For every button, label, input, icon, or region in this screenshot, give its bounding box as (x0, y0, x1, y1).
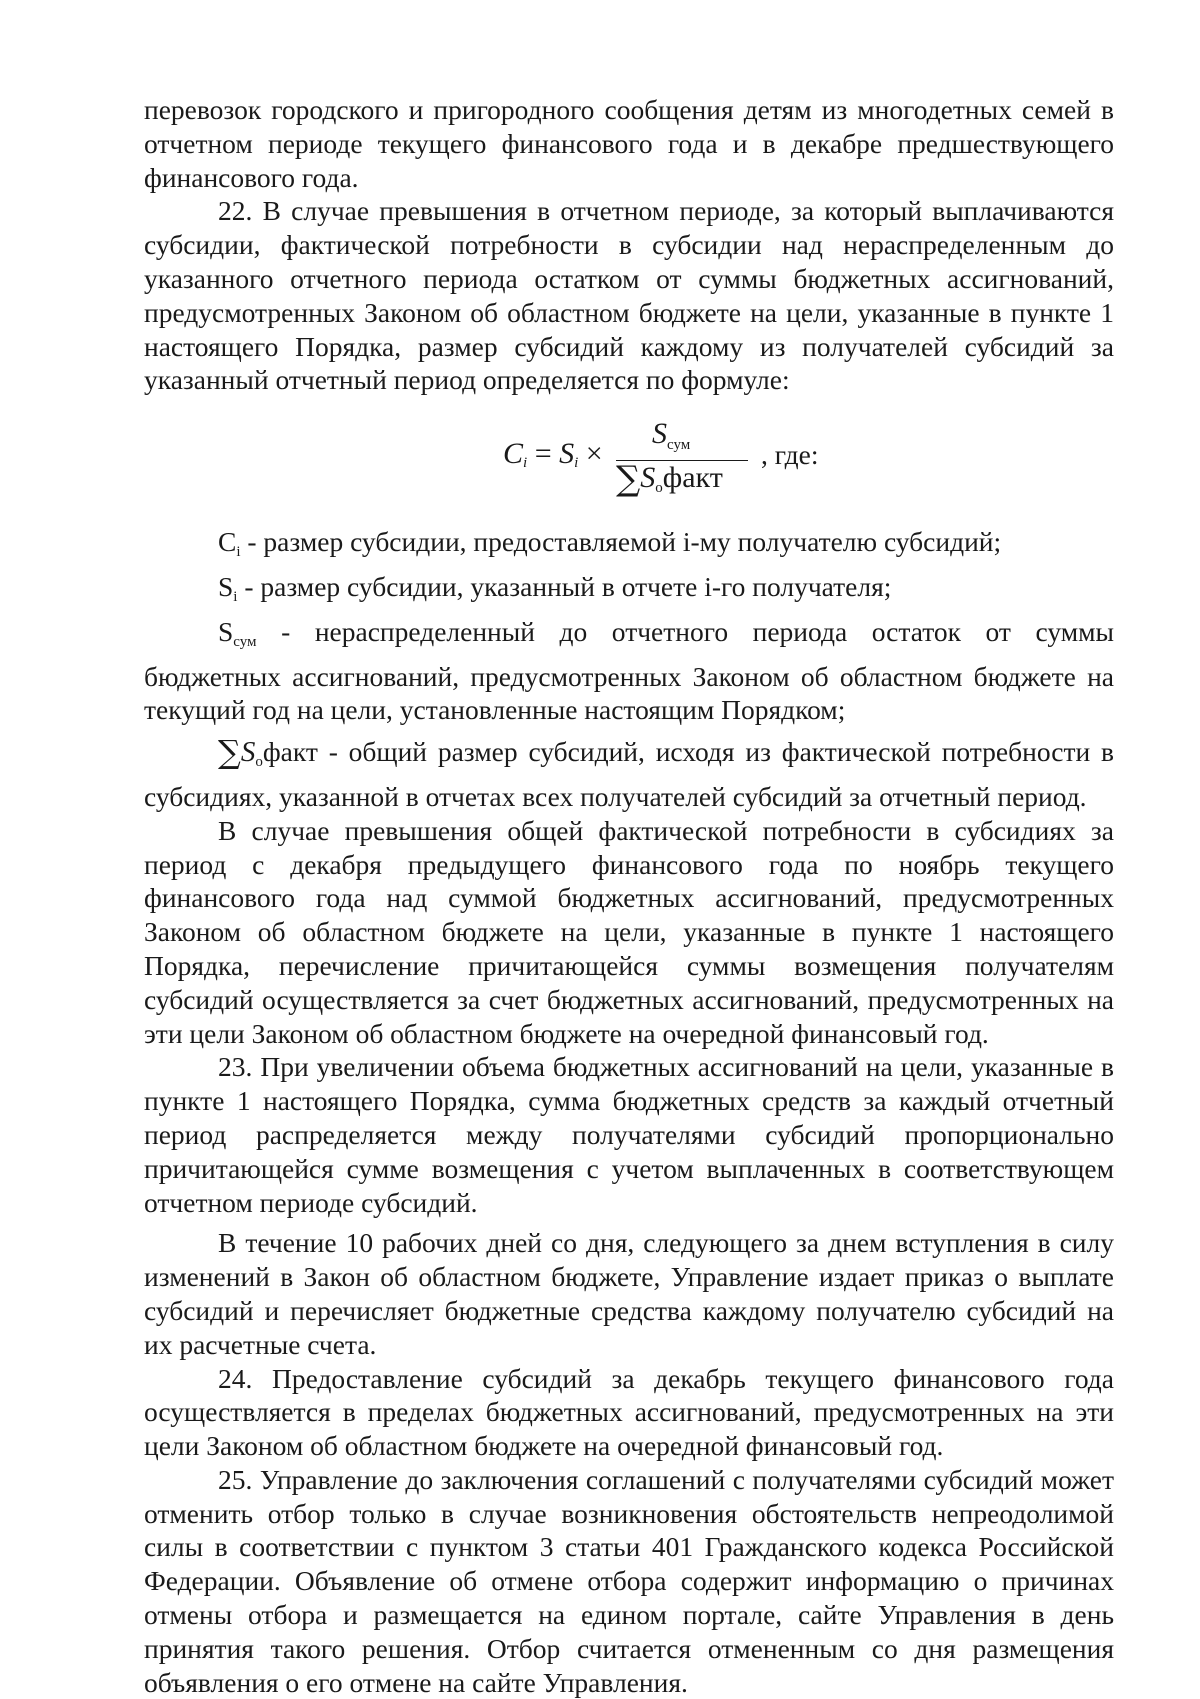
formula-den-s: S (640, 461, 656, 495)
paragraph-10-days: В течение 10 рабочих дней со дня, следующего за днем вступления в силу изменений в Закон об областном бюджете, Управление издает приказ о выплате субсидий и перечисляет бюджетные средства каждому получателю субсидий на их расчетные счета. (144, 1227, 1114, 1360)
formula-si: S (559, 437, 575, 471)
si-sub: i (233, 588, 238, 605)
formula-ci-sub: i (523, 455, 528, 472)
ci-letter: C (218, 526, 237, 558)
formula-num-s: S (652, 417, 667, 451)
formula-tail: , где: (761, 439, 819, 471)
si-letter: S (218, 570, 234, 602)
document-page (144, 93, 1114, 1699)
formula-times: × (578, 437, 603, 471)
formula-num-sub: сум (667, 437, 691, 454)
formula-den-word: факт (662, 461, 723, 495)
formula-den-sub: o (655, 480, 663, 497)
definition-ssum (144, 615, 1114, 727)
definition-si (144, 570, 1114, 615)
sigma-symbol: ∑ (616, 459, 641, 500)
definition-ssum-symbol (218, 615, 257, 650)
definition-si-symbol (218, 570, 238, 605)
paragraph-24: 24. Предоставление субсидий за декабрь текущего финансового года осуществляется в пределах бюджетных ассигнований, предусмотренных на эти цели Законом об областном бюджете на очередной финансовый год. (144, 1362, 1114, 1462)
sum-sub: o (255, 754, 263, 771)
definition-ci (144, 525, 1114, 570)
sum-word: факт (262, 736, 318, 768)
ci-sub: i (236, 544, 241, 561)
subsidy-formula (144, 405, 1114, 517)
formula-denominator (616, 460, 723, 506)
paragraph-22: 22. В случае превышения в отчетном периоде, за который выплачиваются субсидии, фактической потребности в субсидии над нераспределенным до указанного отчетного периода остатком от суммы бюджетных ассигнований, предусмотренных Законом об областном бюджете на цели, указанные в пункте 1 настоящего Порядка, размер субсидий каждому из получателей субсидий за указанный отчетный период определяется по формуле: (144, 195, 1114, 396)
formula-lhs (503, 437, 603, 481)
definition-sum (144, 734, 1114, 814)
paragraph-excess: В случае превышения общей фактической потребности в субсидиях за период с декабря предыдущего финансового года по ноябрь текущего финансового года над суммой бюджетных ассигнований, предусмотренных Законом об областном бюджете на цели, указанные в пункте 1 настоящего Порядка, перечисление причитающейся суммы возмещения получателям субсидий осуществляется за счет бюджетных ассигнований, предусмотренных на эти цели Законом об областном бюджете на очередной финансовый год. (144, 814, 1114, 1049)
ssum-sub: сум (233, 633, 257, 650)
formula-eq: = (527, 437, 560, 471)
formula-ci: C (503, 437, 524, 471)
formula-numerator (652, 417, 690, 463)
definition-ci-symbol (218, 526, 241, 561)
sum-sigma-icon: ∑ (218, 733, 241, 772)
definition-si-text: - размер субсидии, указанный в отчете i-го получателя; (237, 570, 892, 602)
definition-sum-symbol (218, 733, 318, 772)
formula-si-sub: i (574, 455, 579, 472)
ssum-letter: S (218, 615, 234, 647)
paragraph-23: 23. При увеличении объема бюджетных ассигнований на цели, указанные в пункте 1 настоящего Порядка, сумма бюджетных средств за каждый отчетный период распределяется между получателями субсидий пропорционально причитающейся сумме возмещения с учетом выплаченных в соответствующем отчетном периоде субсидий. (144, 1051, 1114, 1218)
paragraph-continuation: перевозок городского и пригородного сообщения детям из многодетных семей в отчетном периоде текущего финансового года и в декабре предшествующего финансового года. (144, 94, 1114, 193)
paragraph-25: 25. Управление до заключения соглашений с получателями субсидий может отменить отбор только в случае возникновения обстоятельств непреодолимой силы в соответствии с пунктом 3 статьи 401 Гражданского кодекса Российской Федерации. Объявление об отмене отбора содержит информацию о причинах отмены отбора и размещается на едином портале, сайте Управления в день принятия такого решения. Отбор считается отмененным со дня размещения объявления о его отмене на сайте Управления. (144, 1463, 1114, 1698)
definition-ci-text: - размер субсидии, предоставляемой i-му получателю субсидий; (240, 526, 1002, 558)
definition-ssum-text: - нераспределенный до отчетного периода остаток от суммы бюджетных ассигнований, предусмотренных Законом об областном бюджете на текущий год на цели, установленные настоящим Порядком; (144, 615, 1114, 726)
definition-sum-text: - общий размер субсидий, исходя из фактической потребности в субсидиях, указанной в отчетах всех получателей субсидий за отчетный период. (144, 736, 1114, 812)
sum-s: S (240, 736, 256, 769)
